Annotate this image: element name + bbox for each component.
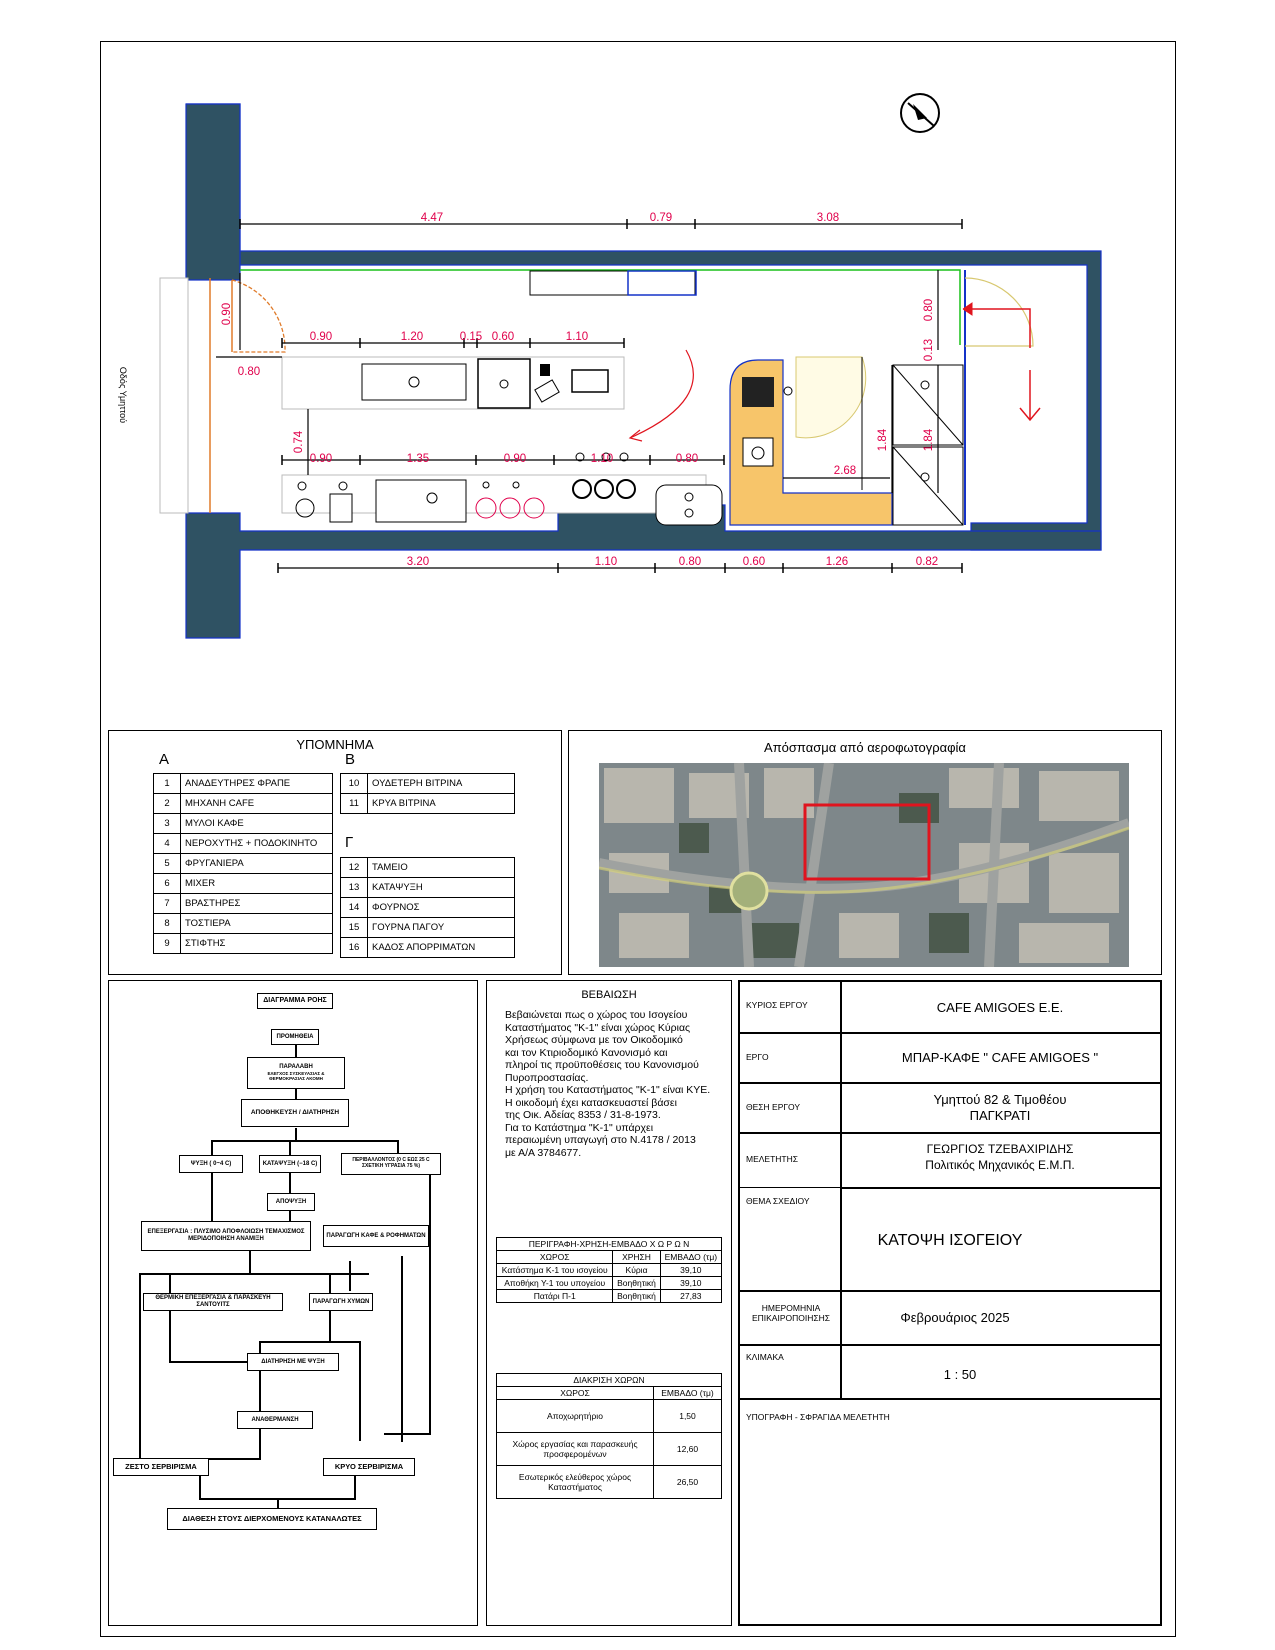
certificate-line: Χρήσεως σύμφωνα με τον Οικοδομικό	[505, 1034, 683, 1046]
dim-b-4: 0.60	[742, 556, 766, 568]
dim-r1-3: 0.15	[459, 331, 483, 343]
dim-b-3: 0.80	[678, 556, 702, 568]
subject-value: ΚΑΤΟΨΗ ΙΣΟΓΕΙΟΥ	[877, 1232, 1023, 1249]
legend-row	[154, 894, 333, 914]
flow-psyxi: ΨΥΞΗ ( 0~4 C)	[179, 1155, 243, 1173]
dim-r2-5: 0.80	[675, 453, 699, 465]
legend-label: ΦΡΥΓΑΝΙΕΡΑ	[181, 854, 333, 874]
flow-katapsyxi: ΚΑΤΑΨΥΞΗ (−18 C)	[259, 1155, 321, 1173]
owner-label: ΚΥΡΙΟΣ ΕΡΓΟΥ	[746, 1000, 808, 1010]
legend-title: ΥΠΟΜΝΗΜΑ	[296, 737, 374, 752]
legend-row	[341, 878, 515, 898]
location-value-1: Υμηττού 82 & Τιμοθέου	[933, 1092, 1067, 1107]
designer-value-2: Πολιτικός Μηχανικός Ε.Μ.Π.	[925, 1158, 1075, 1172]
dim-r-4: 1.84	[923, 428, 935, 452]
dim-r2-2: 1.35	[406, 453, 430, 465]
aerial-title: Απόσπασμα από αεροφωτογραφία	[764, 740, 966, 755]
bottom-wall	[186, 505, 1101, 638]
flow-apopsyxi: ΑΠΟΨΥΞΗ	[267, 1193, 315, 1211]
legend-row	[341, 938, 515, 958]
legend-number: 13	[341, 878, 368, 898]
project-label: ΕΡΓΟ	[746, 1052, 769, 1062]
dim-r1-5: 1.10	[565, 331, 589, 343]
legend-number: 11	[341, 794, 368, 814]
scale-value: 1 : 50	[943, 1367, 977, 1382]
dim-b-6: 0.82	[915, 556, 939, 568]
legend-number: 1	[154, 774, 181, 794]
legend-row	[341, 898, 515, 918]
flow-diagram-panel	[108, 980, 478, 1626]
legend-row	[154, 934, 333, 954]
dim-r-3: 1.84	[877, 428, 889, 452]
legend-row	[341, 794, 515, 814]
date-label-1: ΗΜΕΡΟΜΗΝΙΑ	[761, 1303, 821, 1313]
legend-label: ΦΟΥΡΝΟΣ	[368, 898, 515, 918]
designer-label: ΜΕΛΕΤΗΤΗΣ	[746, 1154, 799, 1164]
flow-arrow	[630, 350, 693, 438]
legend-number: 2	[154, 794, 181, 814]
legend-label: ΑΝΑΔΕΥΤΗΡΕΣ ΦΡΑΠΕ	[181, 774, 333, 794]
facade-window	[160, 278, 188, 513]
dim-r-2: 0.13	[923, 338, 935, 362]
inner-door-swing	[796, 357, 866, 438]
legend-row	[341, 918, 515, 938]
title-block	[738, 980, 1162, 1626]
subject-label: ΘΕΜΑ ΣΧΕΔΙΟΥ	[746, 1196, 810, 1206]
legend-number: 15	[341, 918, 368, 938]
legend-label: ΣΤΙΦΤΗΣ	[181, 934, 333, 954]
flow-paragogi-xymon: ΠΑΡΑΓΩΓΗ ΧΥΜΩΝ	[309, 1293, 373, 1311]
dim-r1-1: 0.90	[309, 331, 333, 343]
dim-b-5: 1.26	[825, 556, 849, 568]
top-shelf	[530, 271, 695, 295]
certificate-line: Η χρήση του Καταστήματος "Κ-1" είναι ΚΥΕ.	[505, 1084, 711, 1096]
flow-title: ΔΙΑΓΡΑΜΜΑ ΡΟΗΣ	[257, 993, 333, 1009]
flow-perivallon: ΠΕΡΙΒΑΛΛΟΝΤΟΣ (0 C ΕΩΣ 25 C ΣΧΕΤΙΚΗ ΥΓΡΑΣΙΑ 75 %)	[341, 1153, 441, 1175]
legend-table-a	[153, 773, 333, 954]
dim-r2-3: 0.90	[503, 453, 527, 465]
dim-r1-4: 0.60	[491, 331, 515, 343]
legend-number: 3	[154, 814, 181, 834]
coffee-machine	[478, 359, 530, 408]
sink-upper	[362, 364, 466, 400]
location-value-2: ΠΑΓΚΡΑΤΙ	[969, 1108, 1031, 1123]
legend-row	[154, 814, 333, 834]
certificate-line: Για το Κατάστημα "Κ-1" υπάρχει	[505, 1121, 654, 1134]
legend-label: ΜΥΛΟΙ ΚΑΦΕ	[181, 814, 333, 834]
hand-sink	[656, 485, 722, 525]
flow-diatirisi-psyxi: ΔΙΑΤΗΡΗΣΗ ΜΕ ΨΥΞΗ	[247, 1353, 339, 1371]
legend-number: 6	[154, 874, 181, 894]
dim-b-2: 1.10	[594, 556, 618, 568]
legend-label: ΤΑΜΕΙΟ	[368, 858, 515, 878]
flow-kryo: ΚΡΥΟ ΣΕΡΒΙΡΙΣΜΑ	[323, 1458, 415, 1476]
oven	[743, 438, 773, 466]
legend-row	[154, 774, 333, 794]
flow-diathesi: ΔΙΑΘΕΣΗ ΣΤΟΥΣ ΔΙΕΡΧΟΜΕΝΟΥΣ ΚΑΤΑΝΑΛΩΤΕΣ	[167, 1508, 377, 1530]
flow-epexergasia: ΕΠΕΞΕΡΓΑΣΙΑ : ΠΛΥΣΙΜΟ ΑΠΟΦΛΟΙΩΣΗ ΤΕΜΑΧΙΣΜΟΣ ΜΕΡΙΔΟΠΟΙΗΣΗ ΑΝΑΜΙΞΗ	[141, 1221, 311, 1251]
north-arrow-icon	[901, 94, 939, 132]
dim-r-5: 2.68	[833, 465, 857, 477]
legend-number: 4	[154, 834, 181, 854]
legend-row	[154, 834, 333, 854]
flow-apothikeusi: ΑΠΟΘΗΚΕΥΣΗ / ΔΙΑΤΗΡΗΣΗ	[241, 1099, 349, 1127]
certificate-line: και τον Κτιριοδομικό Κανονισμό και	[505, 1046, 668, 1059]
dim-r2-1: 0.90	[309, 453, 333, 465]
division-title: ΔΙΑΚΡΙΣΗ ΧΩΡΩΝ	[497, 1374, 722, 1387]
date-label-2: ΕΠΙΚΑΙΡΟΠΟΙΗΣΗΣ	[751, 1313, 831, 1323]
mixer-icon	[572, 370, 608, 392]
flow-paragogi-kafe: ΠΑΡΑΓΩΓΗ ΚΑΦΕ & ΡΟΦΗΜΑΤΩΝ	[323, 1225, 429, 1247]
legend-number: 10	[341, 774, 368, 794]
legend-number: 12	[341, 858, 368, 878]
dim-top-1: 4.47	[420, 212, 444, 224]
legend-row	[341, 858, 515, 878]
legend-label: ΚΑΤΑΨΥΞΗ	[368, 878, 515, 898]
grinder-icon	[540, 364, 550, 376]
flow-zesto: ΖΕΣΤΟ ΣΕΡΒΙΡΙΣΜΑ	[113, 1458, 209, 1476]
dim-l-3: 0.74	[293, 430, 305, 454]
dim-top-2: 0.79	[649, 212, 673, 224]
certificate-line: Πυροπροστασίας.	[505, 1071, 589, 1084]
legend-row	[341, 774, 515, 794]
certificate-text	[505, 1009, 710, 1159]
floor-plan	[0, 0, 1275, 690]
group-c-label: Γ	[345, 834, 354, 851]
project-value: ΜΠΑΡ-ΚΑΦΕ " CAFE AMIGOES "	[901, 1050, 1099, 1065]
certificate-title: ΒΕΒΑΙΩΣΗ	[581, 989, 637, 1001]
aerial-panel	[568, 730, 1162, 975]
legend-row	[154, 874, 333, 894]
sink-lower	[376, 480, 466, 522]
legend-number: 14	[341, 898, 368, 918]
legend-label: ΓΟΥΡΝΑ ΠΑΓΟΥ	[368, 918, 515, 938]
dim-r2-4: 1.10	[590, 453, 614, 465]
certificate-line: της Οικ. Αδείας 8353 / 31-8-1973.	[505, 1109, 661, 1121]
legend-row	[154, 794, 333, 814]
legend-label: ΤΟΣΤΙΕΡΑ	[181, 914, 333, 934]
certificate-line: Βεβαιώνεται πως ο χώρος του Ισογείου	[505, 1009, 688, 1021]
dim-b-1: 3.20	[406, 556, 430, 568]
dim-l-1: 0.90	[221, 302, 233, 326]
legend-panel	[108, 730, 562, 975]
legend-label: ΜΗΧΑΝΗ CAFE	[181, 794, 333, 814]
areas-table: ΠΕΡΙΓΡΑΦΗ-ΧΡΗΣΗ-ΕΜΒΑΔΟ Χ Ω Ρ Ω Ν ΧΩΡΟΣ ΧΡΗΣΗ ΕΜΒΑΔΟ (τμ) Κατάστημα Κ-1 του ισογείου Κύρια 39,10 Αποθήκη Υ-1 του υπογείου Βοηθητική 39,10 Πατάρι Π-1 Βοηθητική 27,83	[496, 1237, 722, 1303]
flow-promitheia: ΠΡΟΜΗΘΕΙΑ	[271, 1029, 319, 1045]
date-value: Φεβρουάριος 2025	[900, 1310, 1010, 1325]
division-table: ΔΙΑΚΡΙΣΗ ΧΩΡΩΝ ΧΩΡΟΣ ΕΜΒΑΔΟ (τμ) Αποχωρητήριο 1,50 Χώρος εργασίας και παρασκευής προσφερομένων 12,60 Εσωτερικός ελεύθερος χώρος Καταστήματος 26,50	[496, 1373, 722, 1499]
certificate-line: Η οικοδομή έχει κατασκευαστεί βάσει	[505, 1096, 677, 1109]
dim-r-1: 0.80	[923, 298, 935, 322]
group-a-label: Α	[159, 751, 170, 768]
wc-door-swing	[965, 278, 1033, 346]
legend-table-b	[340, 773, 515, 814]
certificate-panel	[486, 980, 732, 1626]
legend-number: 16	[341, 938, 368, 958]
aerial-photo	[599, 763, 1129, 967]
left-upper-wall	[186, 104, 240, 280]
legend-table-c	[340, 857, 515, 958]
flow-anathermansi: ΑΝΑΘΕΡΜΑΝΣΗ	[237, 1411, 313, 1429]
certificate-line: Καταστήματος "Κ-1" είναι χώρος Κύριας	[505, 1021, 691, 1034]
designer-value-1: ΓΕΩΡΓΙΟΣ ΤΖΕΒΑΧΙΡΙΔΗΣ	[926, 1142, 1074, 1156]
legend-label: ΒΡΑΣΤΗΡΕΣ	[181, 894, 333, 914]
cash-register	[742, 377, 774, 407]
areas-title: ΠΕΡΙΓΡΑΦΗ-ΧΡΗΣΗ-ΕΜΒΑΔΟ Χ Ω Ρ Ω Ν	[497, 1238, 722, 1251]
signature-label: ΥΠΟΓΡΑΦΗ - ΣΦΡΑΓΙΔΑ ΜΕΛΕΤΗΤΗ	[746, 1412, 890, 1422]
dim-top-3: 3.08	[816, 212, 840, 224]
legend-number: 5	[154, 854, 181, 874]
certificate-line: πληροί τις προϋποθέσεις του Κανονισμού	[505, 1059, 699, 1071]
certificate-line: περαιωμένη υπαγωγή στο Ν.4178 / 2013	[505, 1134, 696, 1146]
legend-number: 7	[154, 894, 181, 914]
legend-label: ΟΥΔΕΤΕΡΗ ΒΙΤΡΙΝΑ	[368, 774, 515, 794]
legend-number: 8	[154, 914, 181, 934]
certificate-line: με Α/Α 3784677.	[505, 1146, 582, 1159]
legend-label: ΚΡΥΑ ΒΙΤΡΙΝΑ	[368, 794, 515, 814]
legend-label: MIXER	[181, 874, 333, 894]
legend-label: ΝΕΡΟΧΥΤΗΣ + ΠΟΔΟΚΙΝΗΤΟ	[181, 834, 333, 854]
flow-paralavi: ΠΑΡΑΛΑΒΗ ΕΛΕΓΧΟΣ ΣΥΣΚΕΥΑΣΙΑΣ & ΘΕΡΜΟΚΡΑΣΙΑΣ ΑΚΟΜΗ	[247, 1057, 345, 1089]
flow-thermiki: ΘΕΡΜΙΚΗ ΕΠΕΞΕΡΓΑΣΙΑ & ΠΑΡΑΣΚΕΥΗ ΣΑΝΤΟΥΙΤΣ	[143, 1293, 283, 1311]
legend-label: ΚΑΔΟΣ ΑΠΟΡΡΙΜΑΤΩΝ	[368, 938, 515, 958]
group-b-label: Β	[345, 751, 356, 768]
dim-r1-2: 1.20	[400, 331, 424, 343]
legend-number: 9	[154, 934, 181, 954]
owner-value: CAFE AMIGOES E.E.	[936, 1000, 1064, 1015]
scale-label: ΚΛΙΜΑΚΑ	[746, 1352, 784, 1362]
street-label: Οδός Υμηττού	[118, 366, 128, 424]
dim-l-2: 0.80	[237, 366, 261, 378]
location-label: ΘΕΣΗ ΕΡΓΟΥ	[746, 1102, 801, 1112]
legend-row	[154, 854, 333, 874]
legend-row	[154, 914, 333, 934]
